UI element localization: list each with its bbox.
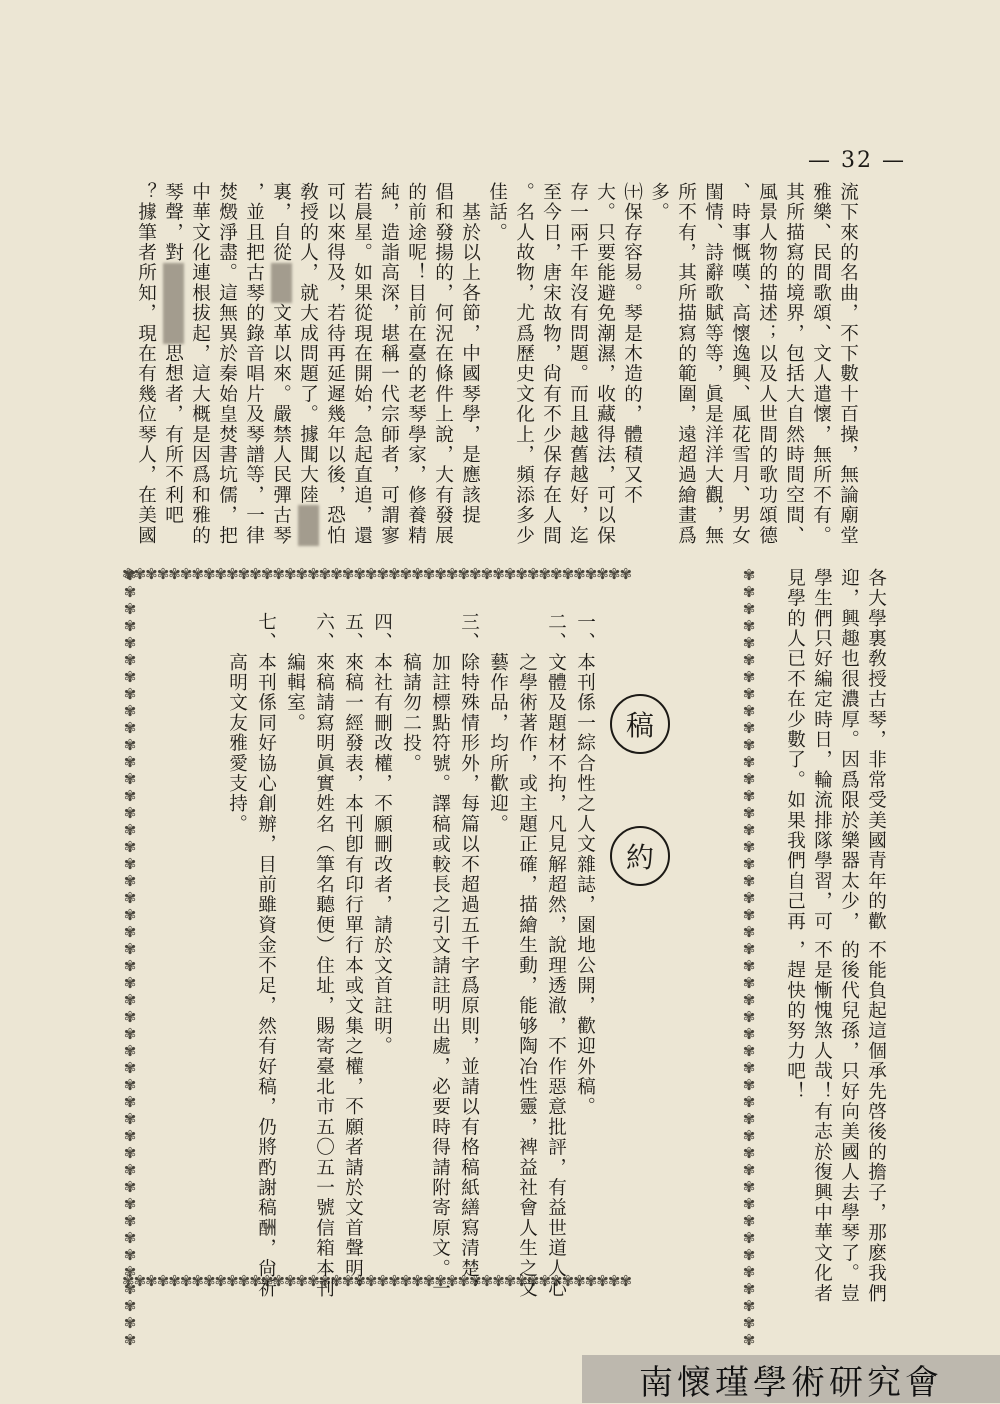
notice-title-circle <box>610 826 670 886</box>
upper-text-column: 其所描寫的境界，包括大自然時間空間、 <box>783 182 805 546</box>
notice-title-char: 稿 <box>625 709 654 742</box>
notice-item-column: 二、文體及題材不拘，凡見解超然，說理透澈，不作惡意批評，有益世道人心 <box>545 612 567 1299</box>
lower-left-column: 的後代兒孫，只好向美國人去學琴了。豈 <box>838 940 860 1304</box>
notice-item-column: 藝作品，均所歡迎。 <box>487 612 509 835</box>
upper-text-column: 的前途呢！目前在臺的老琴學家，修養精 <box>405 182 427 546</box>
upper-text-column: 純，造詣高深，堪稱一代宗師者，可謂寥 <box>378 182 400 546</box>
upper-text-column: ？據筆者所知，現在有幾位琴人，在美國 <box>135 182 157 546</box>
notice-item-column: 高明文友雅愛支持。 <box>226 612 248 835</box>
lower-right-column: 見學的人已不在少數了。如果我們自己再 <box>784 568 806 932</box>
lower-left-column: ，趕快的努力吧！ <box>784 940 806 1102</box>
upper-text-column: 雅樂、民間歌頌、文人遣懷，無所不有。 <box>810 182 832 546</box>
upper-text-column <box>298 182 317 554</box>
upper-text-column: 佳話。 <box>486 182 508 243</box>
lower-right-column: 迎，興趣也很濃厚。因爲限於樂器太少， <box>838 568 860 932</box>
lower-left-column: 不能負起這個承先啓後的擔子，那麽我們 <box>865 940 887 1304</box>
upper-text-column: 流下來的名曲，不下數十百操，無論廟堂 <box>837 182 859 546</box>
upper-text-column: 焚燬淨盡。這無異於秦始皇焚書坑儒，把 <box>216 182 238 546</box>
notice-item-column: 加註標點符號。譯稿或較長之引文請註明出處，必要時得請附寄原文。一 <box>429 612 451 1299</box>
column-text: 敎授的人，就大成問題了。據聞大陸 <box>297 182 319 506</box>
upper-text-column: ㈩保存容易。琴是木造的，體積又不 <box>621 182 643 506</box>
upper-text-column: ，並且把古琴的錄音唱片及琴譜等，一律 <box>243 182 265 546</box>
notice-item-column: 七、本刊係同好協心創辦，目前雖資金不足，然有好稿，仍將酌謝稿酬，尙祈 <box>255 612 277 1299</box>
notice-item-column: 一、本刊係一綜合性之人文雜誌，園地公開，歡迎外稿。 <box>574 612 596 1117</box>
censored-text <box>163 263 184 344</box>
ornament-border-bottom: ✾✾✾✾✾✾✾✾✾✾✾✾✾✾✾✾✾✾✾✾✾✾✾✾✾✾✾✾✾✾✾✾✾✾✾✾✾✾✾✾✾✾✾✾ <box>122 1272 632 1290</box>
notice-title-circle <box>610 694 670 754</box>
ornament-border-right: ✾✾✾✾✾✾✾✾✾✾✾✾✾✾✾✾✾✾✾✾✾✾✾✾✾✾✾✾✾✾✾✾✾✾✾✾✾✾✾✾✾✾✾✾✾✾ <box>740 566 758 1348</box>
upper-text-column: 倡和發揚的，何況在條件上說，大有發展 <box>432 182 454 546</box>
upper-text-column: 中華文化連根拔起，這大概是因爲和雅的 <box>189 182 211 546</box>
lower-right-column: 學生們只好編定時日，輪流排隊學習，可 <box>811 568 833 932</box>
upper-text-column: 、時事慨嘆、高懷逸興、風花雪月、男女 <box>729 182 751 546</box>
ornament-border-left: ✾✾✾✾✾✾✾✾✾✾✾✾✾✾✾✾✾✾✾✾✾✾✾✾✾✾✾✾✾✾✾✾✾✾✾✾✾✾✾✾✾✾✾✾✾✾ <box>121 566 139 1348</box>
notice-item-column: 四、本社有刪改權，不願刪改者，請於文首註明。 <box>371 612 393 1057</box>
notice-item-column: 三、除特殊情形外，每篇以不超過五千字爲原則，並請以有格稿紙繕寫清楚， <box>458 612 480 1299</box>
censored-text <box>298 505 319 545</box>
notice-item-column: 五、來稿一經發表，本刊卽有印行單行本或文集之權，不願者請於文首聲明。 <box>342 612 364 1299</box>
lower-left-column: 不是慚愧煞人哉！有志於復興中華文化者 <box>811 940 833 1304</box>
notice-item-column: 之學術著作，或主題正確，描繪生動，能够陶冶性靈，裨益社會人生之文 <box>516 612 538 1299</box>
page-number: — 32 — <box>808 148 906 173</box>
upper-text-column: 所不有，其所描寫的範圍，遠超過繪畫爲 <box>675 182 697 546</box>
upper-text-column: 若晨星。如果從現在開始，急起直追，還 <box>351 182 373 546</box>
upper-text-column: 多。 <box>648 182 670 223</box>
ornament-border-top: ✾✾✾✾✾✾✾✾✾✾✾✾✾✾✾✾✾✾✾✾✾✾✾✾✾✾✾✾✾✾✾✾✾✾✾✾✾✾✾✾✾✾✾✾ <box>122 565 632 583</box>
notice-item-column: 編輯室。 <box>284 612 306 734</box>
upper-text-column <box>163 182 182 554</box>
lower-right-column: 各大學裏敎授古琴，非常受美國青年的歡 <box>865 568 887 932</box>
censored-text <box>271 263 292 303</box>
column-text: 思想者，有所不利吧 <box>162 343 184 526</box>
notice-item-column: 六、來稿請寫明眞實姓名（筆名聽便）住址，賜寄臺北市五〇五一號信箱本刊 <box>313 612 335 1299</box>
upper-text-column <box>271 182 290 554</box>
upper-text-column: 風景人物的描述；以及人世間的歌功頌德 <box>756 182 778 546</box>
footer-banner: 南懷瑾學術研究會 <box>582 1355 1000 1403</box>
upper-text-column: 大。只要能避免潮濕，收藏得法，可以保 <box>594 182 616 546</box>
notice-title-char: 約 <box>625 841 654 874</box>
column-text: 文革以來。嚴禁人民彈古琴 <box>270 303 292 546</box>
column-text: 裏，自從 <box>270 182 292 263</box>
upper-text-column: 至今日，唐宋故物，尙有不少保存在人間 <box>540 182 562 546</box>
column-text: 琴聲，對 <box>162 182 184 263</box>
upper-text-column: 可以來得及，若待再延遲幾年以後，恐怕 <box>324 182 346 546</box>
upper-text-column: 。名人故物，尤爲歷史文化上，頻添多少 <box>513 182 535 546</box>
notice-item-column: 稿請勿二投。 <box>400 612 422 774</box>
upper-text-column: 閨情、詩辭歌賦等等，眞是洋洋大觀，無 <box>702 182 724 546</box>
upper-text-column: 基於以上各節，中國琴學，是應該提 <box>459 182 481 526</box>
upper-text-column: 存一兩千年沒有問題。而且越舊越好，迄 <box>567 182 589 546</box>
